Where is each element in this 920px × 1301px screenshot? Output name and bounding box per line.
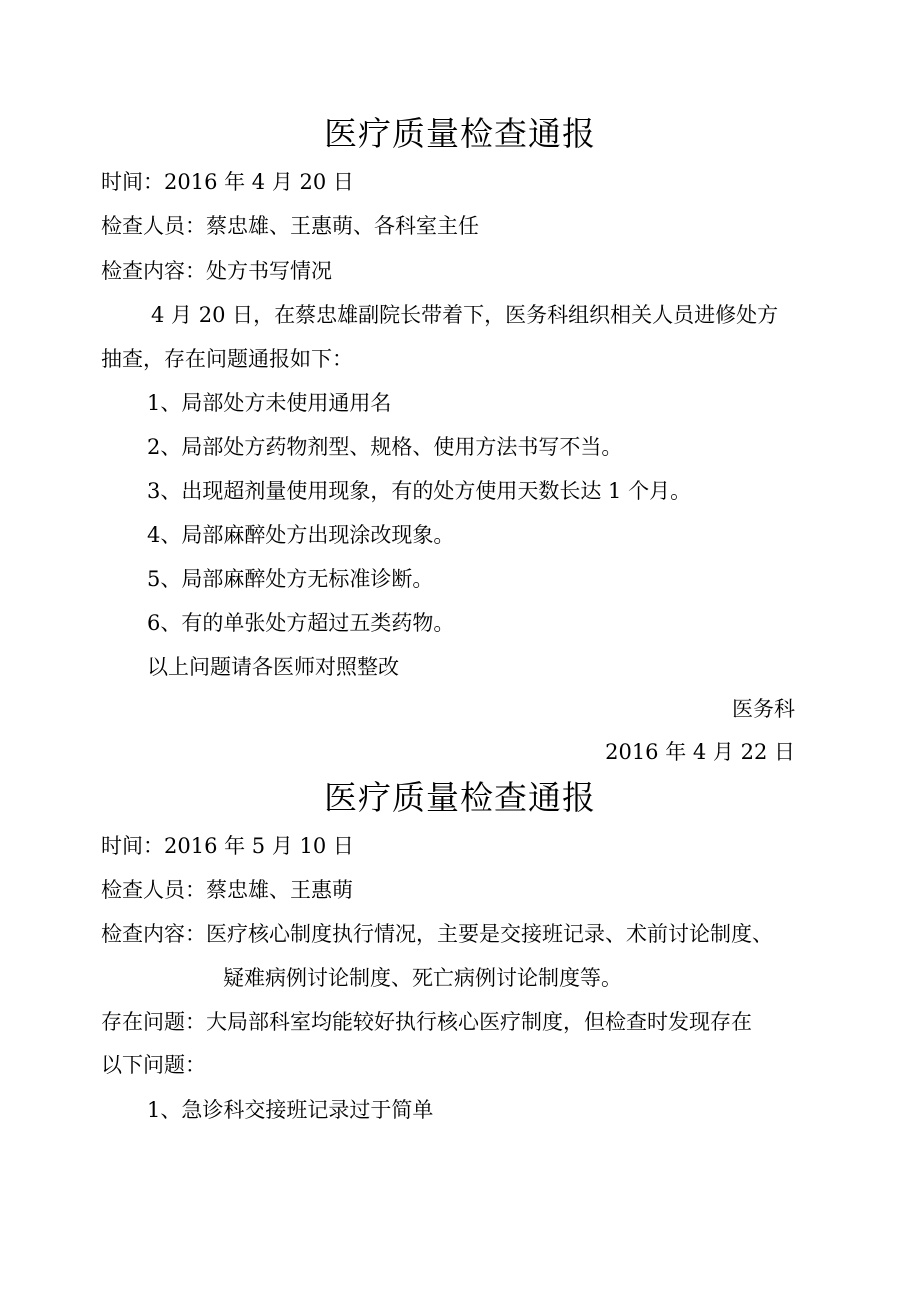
notice-1-intro-line1: 4 月 20 日，在蔡忠雄副院长带着下，医务科组织相关人员进修处方 [151,303,779,327]
notice-2-content-line2: 疑难病例讨论制度、死亡病例讨论制度等。 [223,966,622,990]
notice-1-inspectors: 检查人员：蔡忠雄、王惠萌、各科室主任 [101,214,479,238]
notice-1-item-3: 3、出现超剂量使用现象，有的处方使用天数长达 1 个月。 [147,479,692,503]
notice-2-content-line1: 检查内容：医疗核心制度执行情况，主要是交接班记录、术前讨论制度、 [101,922,773,946]
notice-1-closing: 以上问题请各医师对照整改 [147,655,399,679]
notice-1-item-4: 4、局部麻醉处方出现涂改现象。 [147,523,455,547]
notice-1-item-2: 2、局部处方药物剂型、规格、使用方法书写不当。 [147,435,623,459]
notice-2-problems-line1: 存在问题：大局部科室均能较好执行核心医疗制度，但检查时发现存在 [101,1010,752,1034]
notice-1-content: 检查内容：处方书写情况 [101,259,332,283]
notice-1-date: 2016 年 4 月 22 日 [605,740,795,764]
notice-1-signature: 医务科 [732,697,795,721]
notice-2-problems-line2: 以下问题： [101,1053,206,1077]
notice-1-time: 时间：2016 年 4 月 20 日 [101,170,354,194]
notice-2-title: 医疗质量检查通报 [324,778,596,817]
notice-2-item-1: 1、急诊科交接班记录过于简单 [147,1098,434,1122]
notice-1-intro-line2: 抽查，存在问题通报如下： [101,347,353,371]
notice-1-item-6: 6、有的单张处方超过五类药物。 [147,611,455,635]
notice-2-time: 时间：2016 年 5 月 10 日 [101,834,354,858]
notice-1-item-5: 5、局部麻醉处方无标准诊断。 [147,567,434,591]
notice-1-title: 医疗质量检查通报 [324,114,596,153]
notice-1-item-1: 1、局部处方未使用通用名 [147,391,392,415]
notice-2-inspectors: 检查人员：蔡忠雄、王惠萌 [101,878,353,902]
